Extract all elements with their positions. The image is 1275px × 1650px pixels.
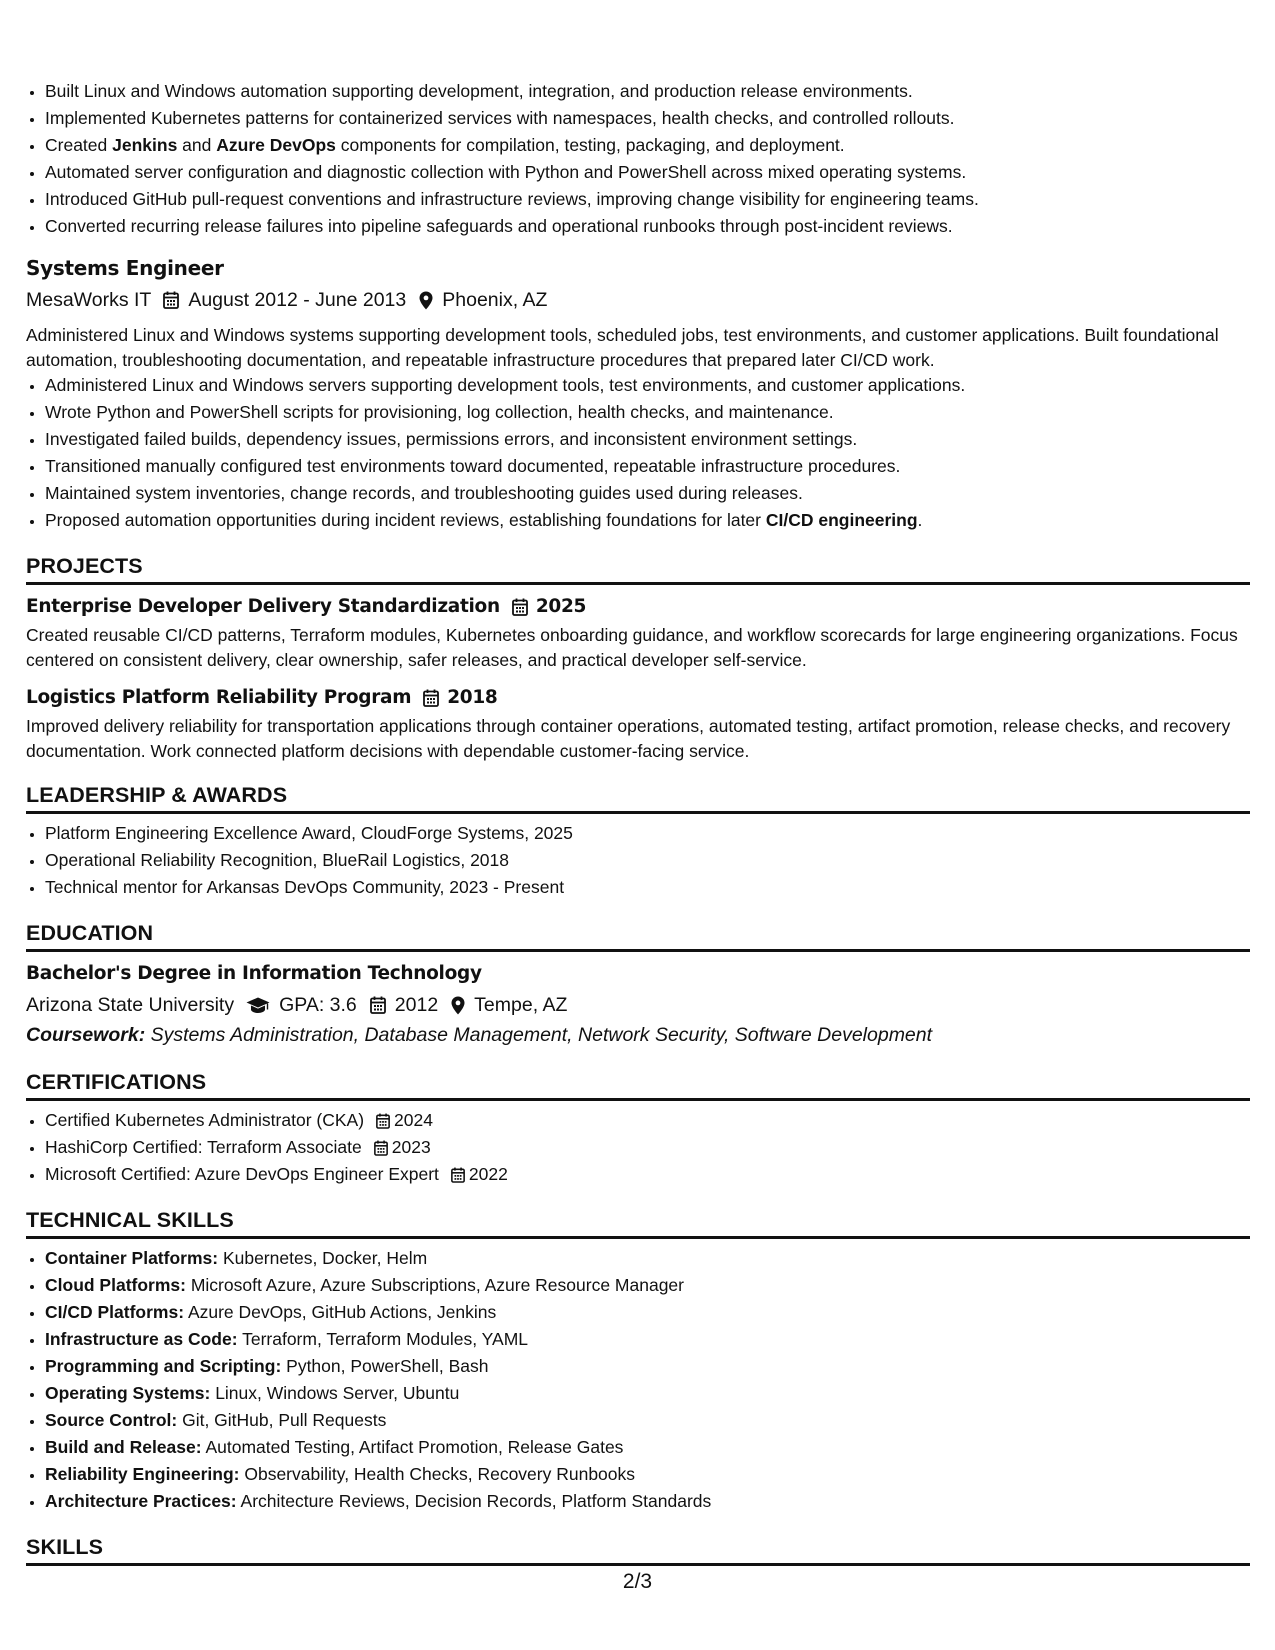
school-location: Tempe, AZ xyxy=(474,994,568,1016)
list-item: • Automated server configuration and diagnostic collection with Python and PowerShell across mixed operating systems. xyxy=(45,159,1250,186)
section-heading: SKILLS xyxy=(26,1533,1250,1566)
list-item xyxy=(45,1161,1250,1188)
section-heading: EDUCATION xyxy=(26,919,1250,952)
cert-year: 2022 xyxy=(468,1164,508,1184)
job-title: Systems Engineer xyxy=(26,256,224,280)
job-summary: Administered Linux and Windows systems supporting development tools, scheduled jobs, test environments, and customer applications. Built foundational automation, troubleshooting documentation, and repeatable infrastructure procedures that prepared later CI/CD work. xyxy=(26,325,1219,370)
gpa: GPA: 3.6 xyxy=(279,994,357,1016)
skills-section xyxy=(26,1533,1250,1566)
project-name: Enterprise Developer Delivery Standardization xyxy=(26,596,500,617)
projects-section xyxy=(26,552,1250,763)
list-item: • CI/CD Platforms: Azure DevOps, GitHub Actions, Jenkins xyxy=(45,1299,1250,1326)
calendar-icon xyxy=(512,598,528,616)
previous-job-bullets xyxy=(26,78,1250,240)
cert-name: • HashiCorp Certified: Terraform Associate xyxy=(45,1137,362,1157)
calendar-icon xyxy=(163,291,179,309)
coursework-label: Coursework: xyxy=(26,1024,146,1046)
list-item: • Proposed automation opportunities during incident reviews, establishing foundations for later CI/CD engineering. xyxy=(45,507,1250,534)
list-item: • Created Jenkins and Azure DevOps components for compilation, testing, packaging, and deployment. xyxy=(45,132,1250,159)
project-name: Logistics Platform Reliability Program xyxy=(26,687,412,708)
list-item: • Administered Linux and Windows servers supporting development tools, test environments, and customer applications. xyxy=(45,372,1250,399)
list-item: • Introduced GitHub pull-request conventions and infrastructure reviews, improving change visibility for engineering teams. xyxy=(45,186,1250,213)
map-pin-icon xyxy=(419,291,433,310)
section-heading: PROJECTS xyxy=(26,552,1250,585)
cert-name: • Certified Kubernetes Administrator (CKA) xyxy=(45,1110,365,1130)
project-year: 2025 xyxy=(535,596,587,617)
resume-page xyxy=(26,78,1250,1566)
calendar-icon xyxy=(374,1140,388,1156)
project-header xyxy=(26,684,1250,712)
project-header xyxy=(26,593,1250,621)
school-name: Arizona State University xyxy=(26,994,235,1016)
technical-skills-list xyxy=(26,1245,1250,1515)
calendar-icon xyxy=(376,1113,390,1129)
cert-name: • Microsoft Certified: Azure DevOps Engineer Expert xyxy=(45,1164,439,1184)
calendar-icon xyxy=(370,996,386,1014)
list-item: • Container Platforms: Kubernetes, Docker, Helm xyxy=(45,1245,1250,1272)
job-dates: August 2012 - June 2013 xyxy=(188,289,407,311)
calendar-icon xyxy=(451,1167,465,1183)
list-item: • Converted recurring release failures into pipeline safeguards and operational runbooks through post-incident reviews. xyxy=(45,213,1250,240)
list-item: • Cloud Platforms: Microsoft Azure, Azure Subscriptions, Azure Resource Manager xyxy=(45,1272,1250,1299)
list-item: • Implemented Kubernetes patterns for containerized services with namespaces, health checks, and controlled rollouts. xyxy=(45,105,1250,132)
leadership-section xyxy=(26,781,1250,901)
coursework xyxy=(26,1020,1250,1050)
section-heading: CERTIFICATIONS xyxy=(26,1068,1250,1101)
job-bullets xyxy=(26,372,1250,534)
list-item: • Investigated failed builds, dependency issues, permissions errors, and inconsistent environment settings. xyxy=(45,426,1250,453)
job-meta xyxy=(26,285,1250,315)
list-item: • Reliability Engineering: Observability, Health Checks, Recovery Runbooks xyxy=(45,1461,1250,1488)
coursework-list: Systems Administration, Database Management, Network Security, Software Development xyxy=(150,1024,933,1046)
list-item: • Build and Release: Automated Testing, Artifact Promotion, Release Gates xyxy=(45,1434,1250,1461)
list-item: • Wrote Python and PowerShell scripts for provisioning, log collection, health checks, and maintenance. xyxy=(45,399,1250,426)
calendar-icon xyxy=(423,689,439,707)
certifications-section xyxy=(26,1068,1250,1188)
map-pin-icon xyxy=(451,996,465,1015)
list-item xyxy=(45,1134,1250,1161)
technical-skills-section xyxy=(26,1206,1250,1515)
project-description: Improved delivery reliability for transportation applications through container operations, automated testing, artifact promotion, release checks, and recovery documentation. Work connected platform decisions with dependable customer-facing service. xyxy=(26,716,1231,761)
list-item: • Infrastructure as Code: Terraform, Terraform Modules, YAML xyxy=(45,1326,1250,1353)
section-heading: TECHNICAL SKILLS xyxy=(26,1206,1250,1239)
certifications-list xyxy=(26,1107,1250,1188)
list-item xyxy=(45,1107,1250,1134)
list-item: • Programming and Scripting: Python, PowerShell, Bash xyxy=(45,1353,1250,1380)
list-item: • Built Linux and Windows automation supporting development, integration, and production release environments. xyxy=(45,78,1250,105)
education-meta xyxy=(26,990,1250,1020)
company-name: MesaWorks IT xyxy=(26,289,152,311)
page-number: 2/3 xyxy=(622,1570,653,1593)
list-item: • Source Control: Git, GitHub, Pull Requests xyxy=(45,1407,1250,1434)
list-item: • Transitioned manually configured test environments toward documented, repeatable infrastructure procedures. xyxy=(45,453,1250,480)
list-item: • Architecture Practices: Architecture Reviews, Decision Records, Platform Standards xyxy=(45,1488,1250,1515)
graduation-year: 2012 xyxy=(394,994,439,1016)
education-section xyxy=(26,919,1250,1050)
job-location: Phoenix, AZ xyxy=(442,289,548,311)
cert-year: 2023 xyxy=(391,1137,431,1157)
list-item: • Operational Reliability Recognition, BlueRail Logistics, 2018 xyxy=(45,847,1250,874)
list-item: • Operating Systems: Linux, Windows Server, Ubuntu xyxy=(45,1380,1250,1407)
list-item: • Maintained system inventories, change records, and troubleshooting guides used during releases. xyxy=(45,480,1250,507)
section-heading: LEADERSHIP & AWARDS xyxy=(26,781,1250,814)
degree-title: Bachelor's Degree in Information Technology xyxy=(26,963,482,984)
list-item: • Technical mentor for Arkansas DevOps Community, 2023 - Present xyxy=(45,874,1250,901)
project-description: Created reusable CI/CD patterns, Terraform modules, Kubernetes onboarding guidance, and workflow scorecards for large engineering organizations. Focus centered on consistent delivery, clear ownership, safer releases, and practical developer self-service. xyxy=(26,625,1238,670)
cert-year: 2024 xyxy=(394,1110,433,1130)
graduation-cap-icon xyxy=(246,997,270,1014)
list-item: • Platform Engineering Excellence Award, CloudForge Systems, 2025 xyxy=(45,820,1250,847)
project-year: 2018 xyxy=(447,687,498,708)
leadership-list xyxy=(26,820,1250,901)
